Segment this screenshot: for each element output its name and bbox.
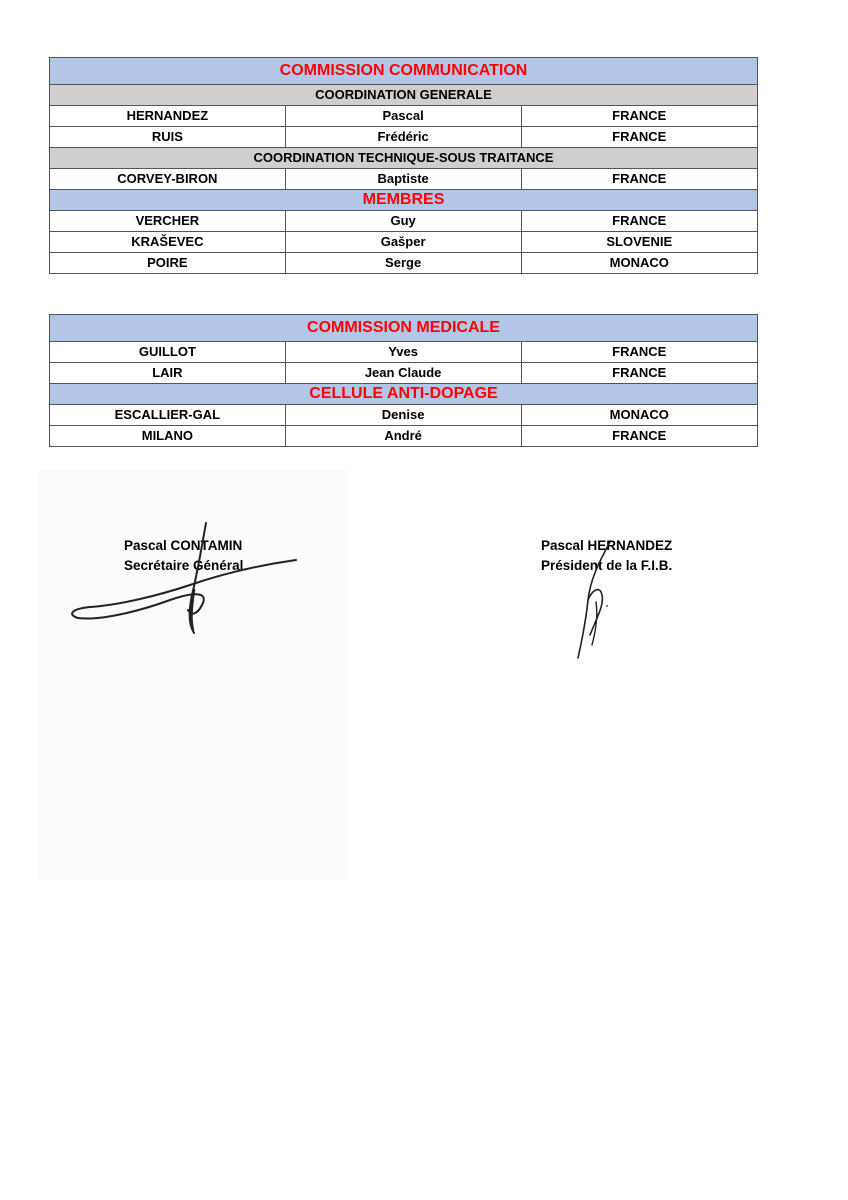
table-row [50,232,758,253]
section-header-row [50,85,758,106]
member-country: FRANCE [521,211,758,232]
member-last-name: HERNANDEZ [50,106,286,127]
coordination-generale-header: COORDINATION GENERALE [50,85,758,106]
signatory-name: Pascal CONTAMIN [124,538,243,553]
section-header-row [50,148,758,169]
table-row [50,342,758,363]
table-row [50,106,758,127]
commission-communication-table [49,57,758,274]
member-first-name: Frédéric [285,127,521,148]
table-row [50,127,758,148]
member-first-name: André [285,426,521,447]
member-first-name: Guy [285,211,521,232]
member-first-name: Jean Claude [285,363,521,384]
member-country: MONACO [521,253,758,274]
member-country: SLOVENIE [521,232,758,253]
member-last-name: RUIS [50,127,286,148]
section-header-row [50,190,758,211]
member-first-name: Yves [285,342,521,363]
member-last-name: CORVEY-BIRON [50,169,286,190]
signatory-role: Secrétaire Général [124,558,244,573]
membres-header: MEMBRES [50,190,758,211]
section-header-row [50,384,758,405]
coordination-technique-header: COORDINATION TECHNIQUE-SOUS TRAITANCE [50,148,758,169]
commission-medicale-table [49,314,758,447]
table-row [50,169,758,190]
member-country: FRANCE [521,426,758,447]
commission-communication-title: COMMISSION COMMUNICATION [50,58,758,85]
table-row [50,426,758,447]
cellule-anti-dopage-header: CELLULE ANTI-DOPAGE [50,384,758,405]
member-last-name: MILANO [50,426,286,447]
member-last-name: VERCHER [50,211,286,232]
member-first-name: Baptiste [285,169,521,190]
table-row [50,363,758,384]
commission-medicale-title: COMMISSION MEDICALE [50,315,758,342]
member-country: MONACO [521,405,758,426]
member-country: FRANCE [521,342,758,363]
table-title-row [50,315,758,342]
table-row [50,253,758,274]
member-country: FRANCE [521,127,758,148]
handwritten-signature-secretary [60,515,310,640]
member-country: FRANCE [521,106,758,127]
member-last-name: LAIR [50,363,286,384]
member-last-name: POIRE [50,253,286,274]
signatory-name: Pascal HERNANDEZ [541,538,673,553]
table-row [50,211,758,232]
member-first-name: Pascal [285,106,521,127]
table-row [50,405,758,426]
member-country: FRANCE [521,169,758,190]
member-last-name: GUILLOT [50,342,286,363]
member-last-name: KRAŠEVEC [50,232,286,253]
member-first-name: Denise [285,405,521,426]
handwritten-signature-president [560,540,630,665]
member-last-name: ESCALLIER-GAL [50,405,286,426]
signatory-role: Président de la F.I.B. [541,558,673,573]
member-first-name: Serge [285,253,521,274]
table-title-row [50,58,758,85]
member-country: FRANCE [521,363,758,384]
member-first-name: Gašper [285,232,521,253]
